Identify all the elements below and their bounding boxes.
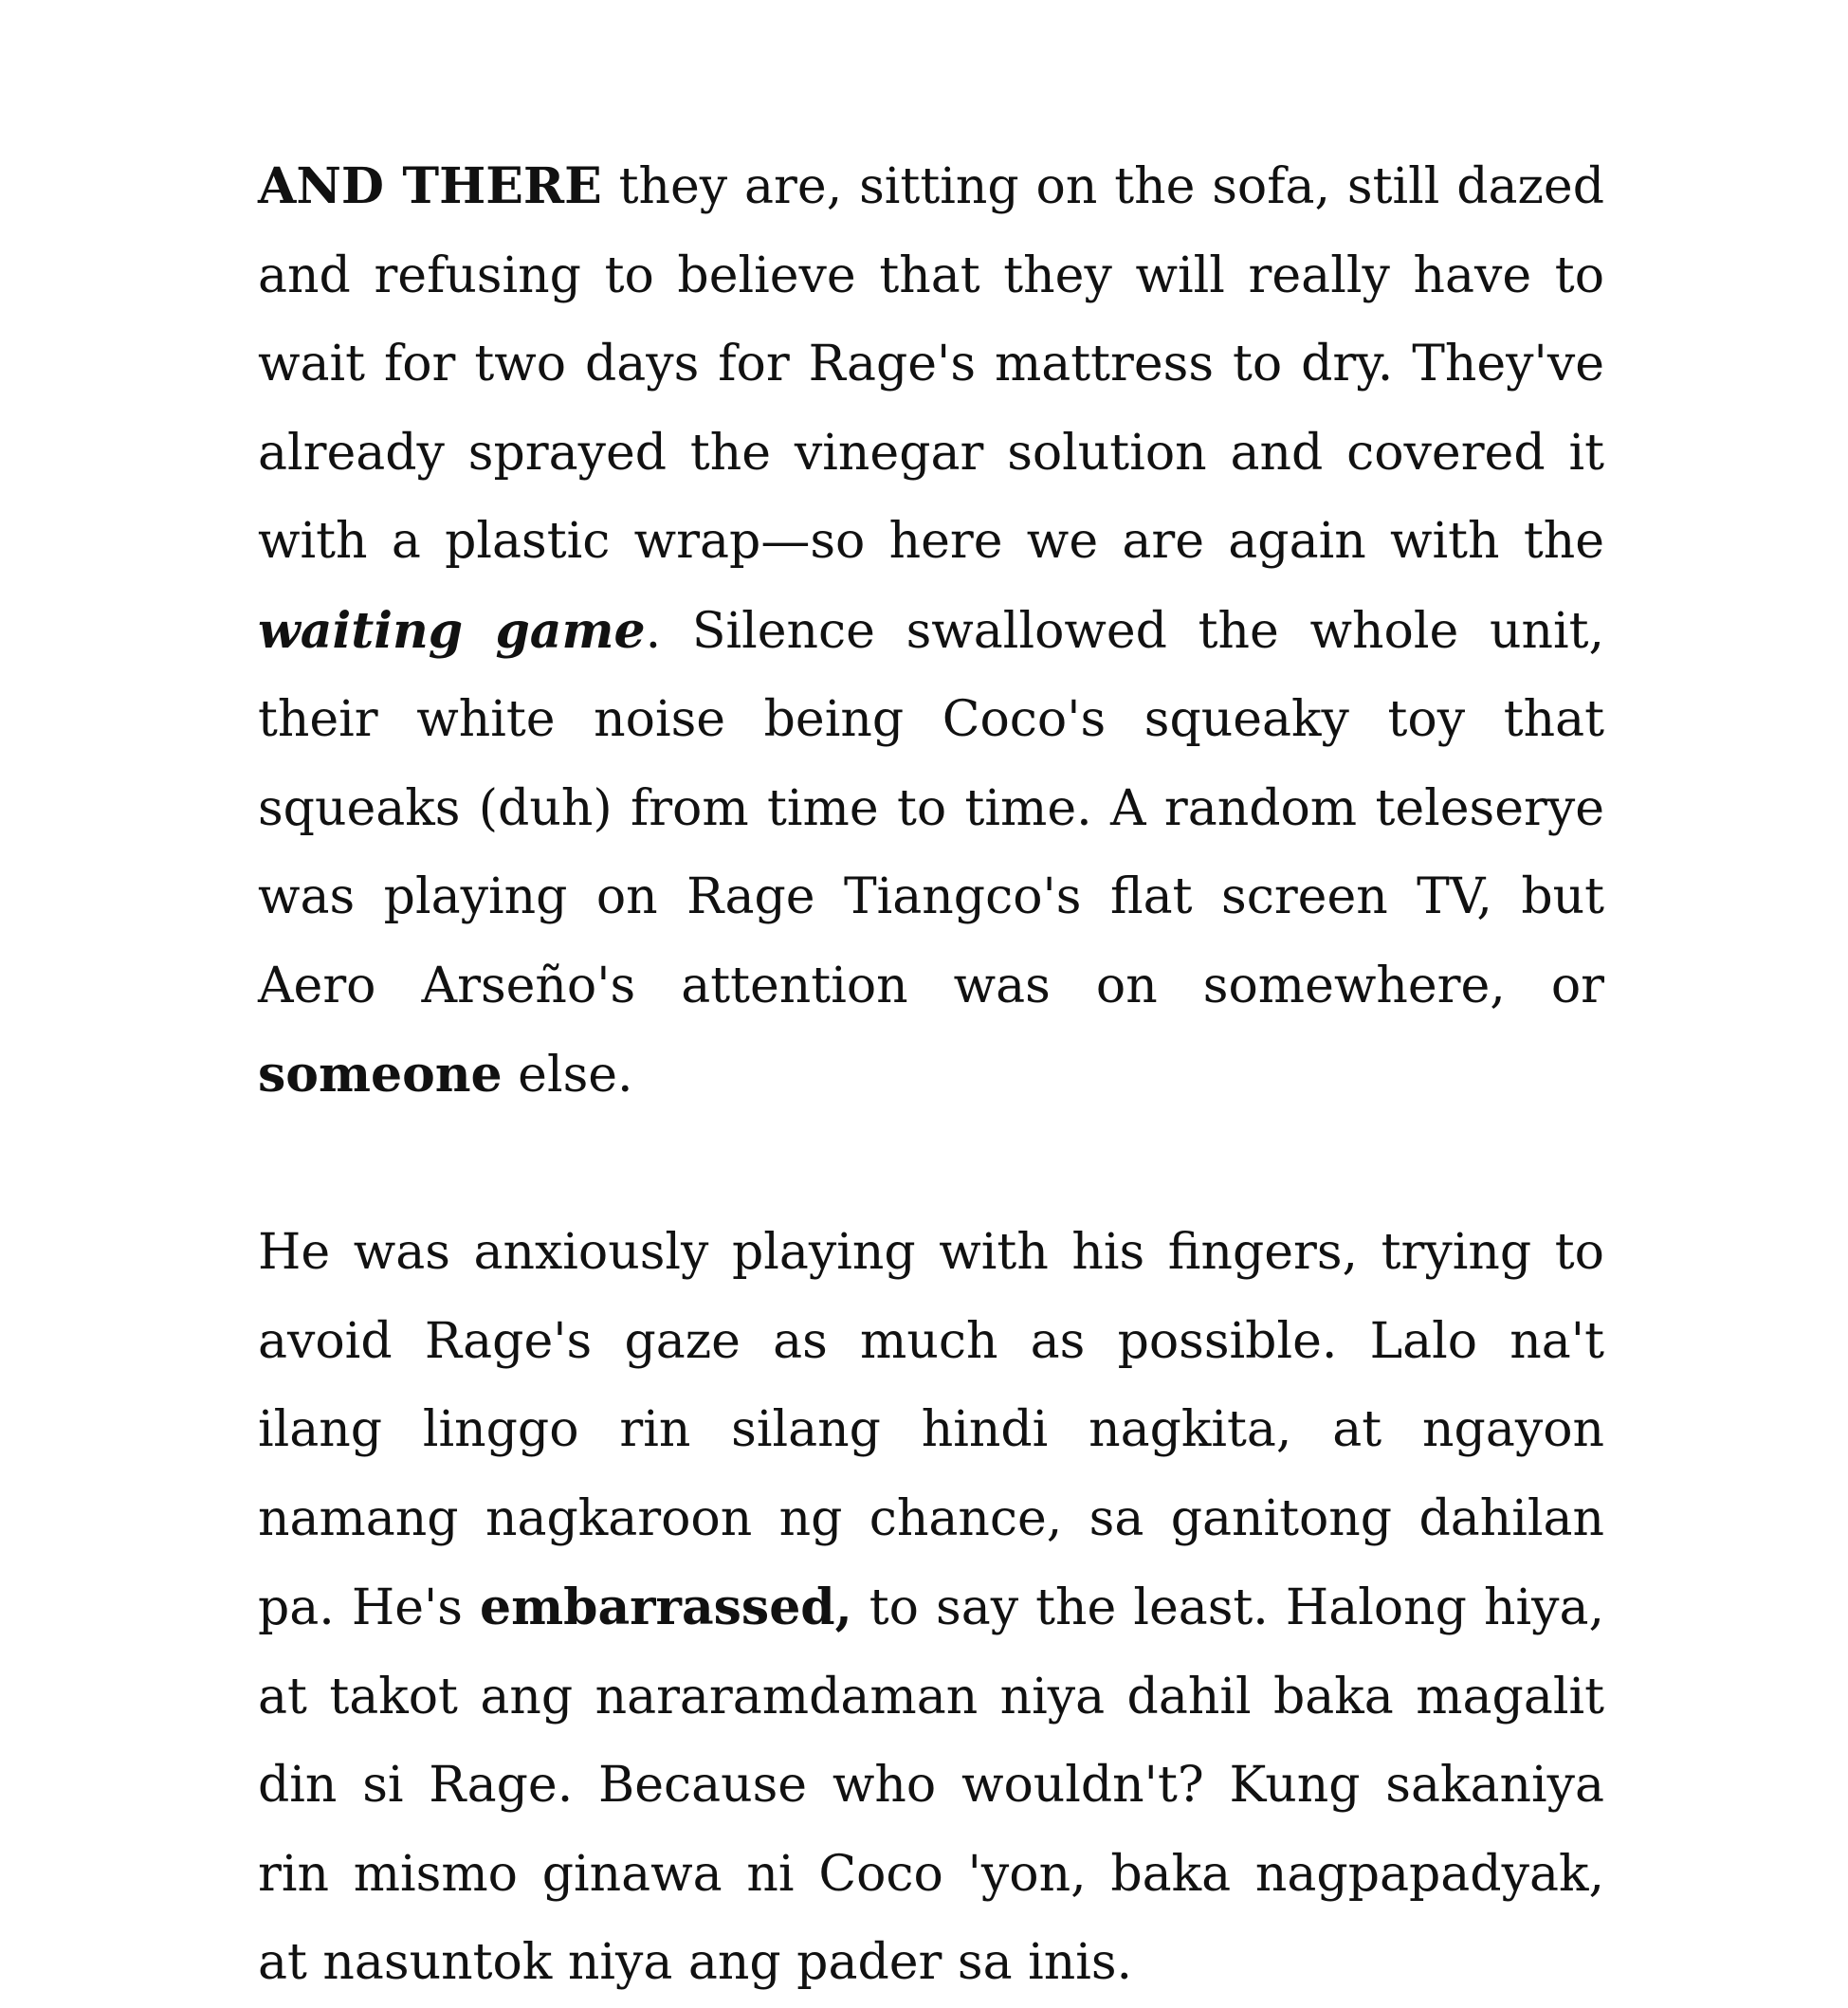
paragraph-2 [258, 1209, 1604, 2008]
document-page [258, 142, 1604, 2008]
paragraph-text: to say the least. Halong hiya, at takot ang nararamdaman niya dahil baka magalit din si Rage. Because who wouldn't? Kung sakaniya rin mismo ginawa ni Coco 'yon, baka nagpapadyak, at nasuntok niya ang pader sa inis. [258, 1579, 1604, 1991]
paragraph-lead: AND THERE [258, 157, 602, 215]
paragraph-text: else. [502, 1047, 633, 1104]
paragraph-text: . Silence swallowed the whole unit, their white noise being Coco's squeaky toy that squeaks (duh) from time to time. A random teleserye was playing on Rage Tiangco's flat screen TV, but Aero Arseño's attention was on somewhere, or [258, 602, 1604, 1014]
paragraph-text: they are, sitting on the sofa, still dazed and refusing to believe that they will really have to wait for two days for Rage's mattress to dry. They've already sprayed the vinegar solution and covered it with a plastic wrap—so here we are again with the [258, 158, 1604, 570]
paragraph-1 [258, 142, 1604, 1121]
strong-text: embarrassed, [480, 1579, 852, 1636]
emphasis-text: waiting game [258, 601, 646, 660]
paragraph-text: He was anxiously playing with his fingers, trying to avoid Rage's gaze as much as possible. Lalo na't ilang linggo rin silang hindi nagkita, at ngayon namang nagkaroon ng chance, sa ganitong dahilan pa. He's [258, 1224, 1604, 1636]
strong-text: someone [258, 1046, 503, 1104]
